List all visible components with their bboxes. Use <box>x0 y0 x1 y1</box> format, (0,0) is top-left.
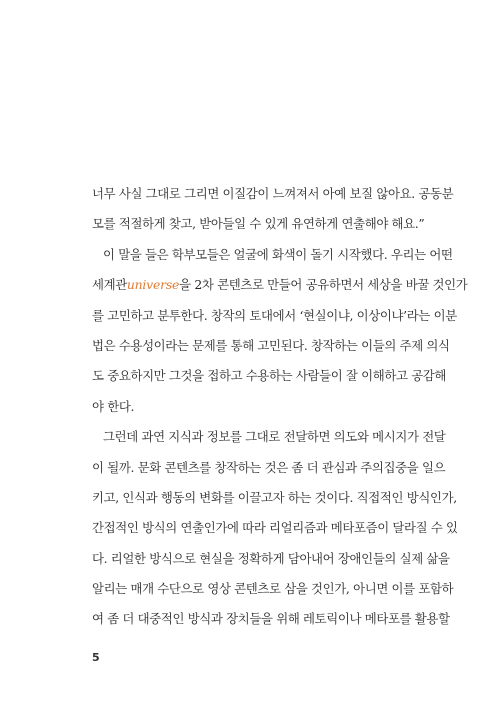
text-line: 법은 수용성이라는 문제를 통해 고민된다. 창작하는 이들의 주제 의식 <box>92 337 450 353</box>
paragraph-start-line: 이 말을 들은 학부모들은 얼굴에 화색이 돌기 시작했다. 우리는 어떤 <box>103 246 453 262</box>
english-annotation: universe <box>126 277 180 293</box>
text-line: 너무 사실 그대로 그리면 이질감이 느껴져서 아예 보질 않아요. 공동분 <box>92 186 454 201</box>
text-segment: 을 2차 콘텐츠로 만들어 공유하면서 세상을 바꿀 것인가 <box>179 277 468 293</box>
page-number: 5 <box>92 651 100 664</box>
text-line: 키고, 인식과 행동의 변화를 이끌고자 하는 것이다. 직접적인 방식인가, <box>92 489 457 505</box>
text-line: 를 고민하고 분투한다. 창작의 토대에서 ‘현실이냐, 이상이냐’라는 이분 <box>92 307 457 323</box>
text-line-with-annotation <box>92 270 468 300</box>
body-text <box>92 179 468 635</box>
text-line: 다. 리얼한 방식으로 현실을 정확하게 담아내어 장애인들의 실제 삶을 <box>92 550 450 566</box>
text-line: 모를 적절하게 찾고, 받아들일 수 있게 유연하게 연출해야 해요.” <box>92 216 425 232</box>
text-line: 야 한다. <box>92 398 135 414</box>
paragraph-start-line: 그런데 과연 지식과 정보를 그대로 전달하면 의도와 메시지가 전달 <box>103 429 446 445</box>
text-line: 도 중요하지만 그것을 접하고 수용하는 사람들이 잘 이해하고 공감해 <box>92 368 447 384</box>
text-line: 여 좀 더 대중적인 방식과 장치들을 위해 레토릭이나 메타포를 활용할 <box>92 611 450 627</box>
text-line: 알리는 매개 수단으로 영상 콘텐츠로 삼을 것인가, 아니면 이를 포함하 <box>92 581 454 597</box>
text-line: 이 될까. 문화 콘텐츠를 창작하는 것은 좀 더 관심과 주의집중을 일으 <box>92 459 446 475</box>
text-segment: 세계관 <box>92 277 127 293</box>
text-line: 간접적인 방식의 연출인가에 따라 리얼리즘과 메타포즘이 달라질 수 있 <box>92 520 458 536</box>
